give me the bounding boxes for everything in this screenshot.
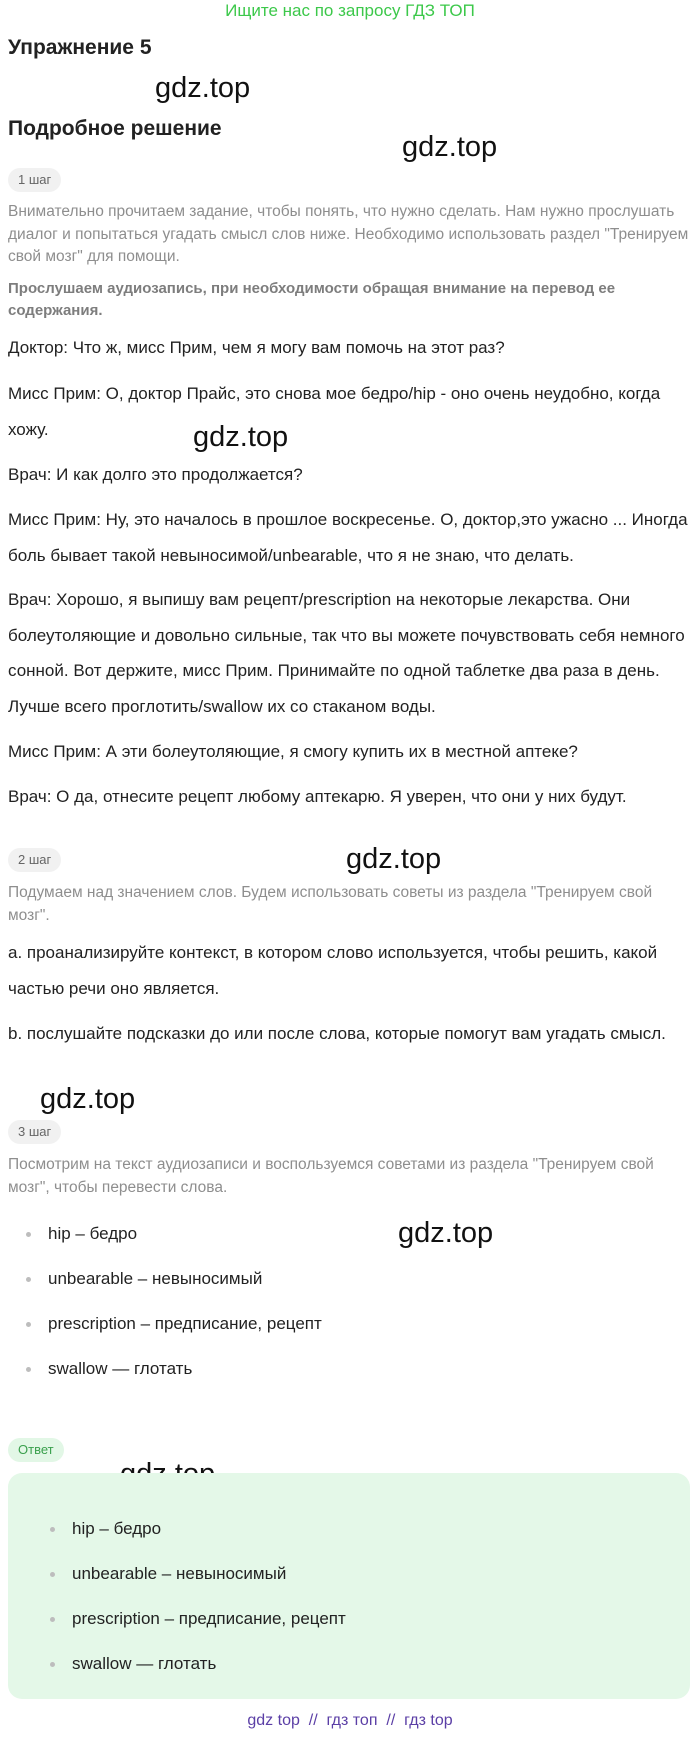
answer-list — [32, 1517, 682, 1697]
bullet-icon — [26, 1232, 31, 1237]
bullet-icon — [50, 1572, 55, 1577]
step-intro: Внимательно прочитаем задание, чтобы понять, что нужно сделать. Нам нужно прослушать диалог и попытаться угадать смысл слов ниже. Необходимо использовать раздел "Тренируем свой мозг" для помощи. — [8, 203, 689, 265]
bullet-icon — [26, 1277, 31, 1282]
watermark: gdz.top — [402, 131, 498, 163]
word-list — [8, 1222, 692, 1402]
dialog-line: Мисс Прим: Ну, это началось в прошлое воскресенье. О, доктор,это ужасно ... Иногда боль бывает такой невыносимой/unbearable, что я не знаю, что делать. — [8, 510, 688, 565]
bullet-icon — [26, 1322, 31, 1327]
step-intro: Посмотрим на текст аудиозаписи и воспользуемся советами из раздела "Тренируем свой мозг", чтобы перевести слова. — [8, 1156, 654, 1196]
list-item: hip – бедро — [32, 1517, 682, 1541]
bullet-icon — [50, 1662, 55, 1667]
list-item: unbearable – невыносимый — [8, 1267, 692, 1291]
step-hint: Прослушаем аудиозапись, при необходимости обращая внимание на перевод ее содержания. — [8, 280, 616, 319]
list-item: prescription – предписание, рецепт — [32, 1607, 682, 1631]
bullet-icon — [50, 1527, 55, 1532]
dialog-line: Доктор: Что ж, мисс Прим, чем я могу вам помочь на этот раз? — [8, 338, 505, 357]
watermark: gdz.top — [398, 1217, 494, 1249]
list-item: unbearable – невыносимый — [32, 1562, 682, 1586]
list-item: prescription – предписание, рецепт — [8, 1312, 692, 1336]
top-banner[interactable]: Ищите нас по запросу ГДЗ ТОП — [225, 1, 475, 20]
watermark: gdz.top — [40, 1083, 136, 1115]
dialog-line: Мисс Прим: О, доктор Прайс, это снова мое бедро/hip - оно очень неудобно, когда хожу. — [8, 384, 661, 439]
step-badge: 2 шаг — [8, 848, 61, 872]
list-item: swallow — глотать — [32, 1652, 682, 1676]
answer-badge: Ответ — [8, 1438, 64, 1462]
bullet-icon — [50, 1617, 55, 1622]
exercise-title: Упражнение 5 — [8, 36, 152, 59]
tip-line: a. проанализируйте контекст, в котором слово используется, чтобы решить, какой частью речи оно является. — [8, 943, 658, 998]
watermark: gdz.top — [193, 421, 289, 453]
watermark: gdz.top — [346, 843, 442, 875]
list-item: swallow — глотать — [8, 1357, 692, 1381]
step-badge: 3 шаг — [8, 1120, 61, 1144]
step-badge: 1 шаг — [8, 168, 61, 192]
dialog-line: Мисс Прим: А эти болеутоляющие, я смогу купить их в местной аптеке? — [8, 742, 578, 761]
dialog-line: Врач: О да, отнесите рецепт любому аптекарю. Я уверен, что они у них будут. — [8, 787, 627, 806]
bullet-icon — [26, 1367, 31, 1372]
list-item: hip – бедро — [8, 1222, 692, 1246]
step-intro: Подумаем над значением слов. Будем использовать советы из раздела "Тренируем свой мозг". — [8, 884, 653, 924]
tip-line: b. послушайте подсказки до или после слова, которые помогут вам угадать смысл. — [8, 1024, 666, 1043]
dialog-line: Врач: Хорошо, я выпишу вам рецепт/prescription на некоторые лекарства. Они болеутоляющие и довольно сильные, так что вы можете почувствовать себя немного сонной. Вот держите, мисс Прим. Принимайте по одной таблетке два раза в день. Лучше всего проглотить/swallow их со стаканом воды. — [8, 590, 685, 716]
dialog-line: Врач: И как долго это продолжается? — [8, 465, 303, 484]
footer-links[interactable]: gdz top // гдз топ // гдз top — [247, 1712, 453, 1729]
solution-title: Подробное решение — [8, 117, 222, 140]
watermark: gdz.top — [155, 72, 251, 104]
